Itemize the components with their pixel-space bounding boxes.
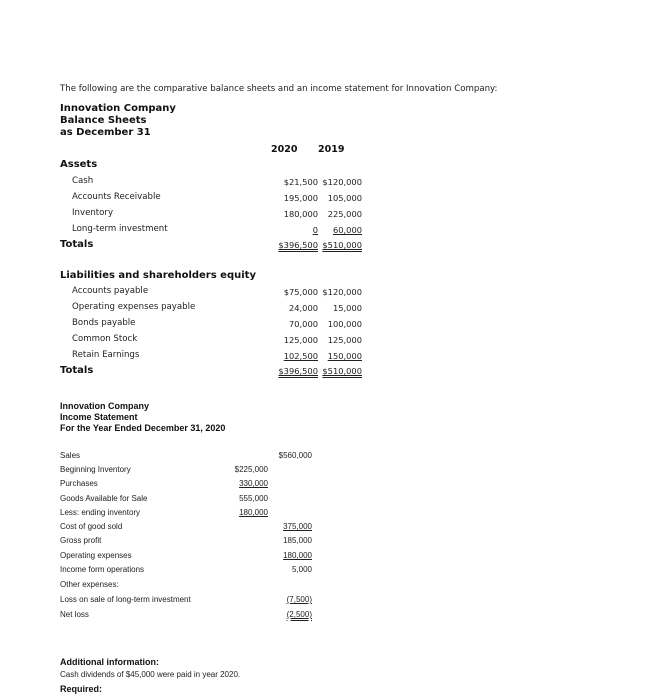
asset-2020-value: $21,500 bbox=[283, 177, 318, 187]
cogs-label: Cost of good sold bbox=[60, 522, 123, 531]
asset-2020-value: 0 bbox=[312, 225, 318, 235]
bs-title: Balance Sheets bbox=[60, 115, 147, 126]
goods-available-label: Goods Available for Sale bbox=[60, 494, 148, 503]
liability-2020-value: 125,000 bbox=[283, 335, 318, 345]
assets-heading: Assets bbox=[60, 159, 98, 170]
is-company-name: Innovation Company bbox=[60, 401, 150, 411]
ending-inventory-label: Less: ending inventory bbox=[60, 508, 141, 517]
liabilities-total-2019: $510,000 bbox=[322, 366, 362, 376]
assets-total-2019: $510,000 bbox=[322, 240, 362, 250]
gross-profit-value: 185,000 bbox=[283, 536, 312, 545]
gross-profit-label: Gross profit bbox=[60, 536, 102, 545]
liability-2020-value: 102,500 bbox=[283, 351, 318, 361]
purchases-value: 330,000 bbox=[239, 479, 268, 488]
required-heading: Required: bbox=[60, 684, 103, 694]
sales-value: $560,000 bbox=[278, 451, 312, 460]
asset-2020-value: 180,000 bbox=[283, 209, 318, 219]
intro-text: The following are the comparative balance sheets and an income statement for Innovation Company: bbox=[60, 84, 498, 94]
cogs-value: 375,000 bbox=[283, 522, 312, 531]
loss-on-sale-label: Loss on sale of long-term investment bbox=[60, 595, 191, 604]
purchases-label: Purchases bbox=[60, 479, 98, 488]
loss-on-sale-value: (7,500) bbox=[286, 595, 312, 604]
sales-label: Sales bbox=[60, 451, 81, 460]
liability-2019-value: $120,000 bbox=[322, 287, 362, 297]
liability-2020-value: 24,000 bbox=[288, 303, 318, 313]
liability-2019-value: 125,000 bbox=[327, 335, 362, 345]
liability-2020-value: 70,000 bbox=[288, 319, 318, 329]
liabilities-total-2020: $396,500 bbox=[278, 366, 318, 376]
bs-col-2020: 2020 bbox=[271, 144, 298, 155]
asset-label: Long-term investment bbox=[72, 224, 168, 234]
asset-2019-value: 60,000 bbox=[332, 225, 362, 235]
is-title: Income Statement bbox=[60, 412, 138, 422]
bs-company-name: Innovation Company bbox=[60, 103, 176, 114]
additional-info-text: Cash dividends of $45,000 were paid in year 2020. bbox=[60, 670, 241, 679]
liability-label: Bonds payable bbox=[72, 318, 136, 328]
asset-2019-value: 225,000 bbox=[327, 209, 362, 219]
liability-label: Accounts payable bbox=[72, 286, 149, 296]
beginning-inventory-label: Beginning Inventory bbox=[60, 465, 131, 474]
goods-available-value: 555,000 bbox=[239, 494, 268, 503]
operating-expenses-label: Operating expenses bbox=[60, 551, 132, 560]
asset-label: Accounts Receivable bbox=[72, 192, 161, 202]
assets-total-2020: $396,500 bbox=[278, 240, 318, 250]
income-operations-label: Income form operations bbox=[60, 565, 145, 574]
asset-2020-value: 195,000 bbox=[283, 193, 318, 203]
asset-2019-value: 105,000 bbox=[327, 193, 362, 203]
additional-info-heading: Additional information: bbox=[60, 657, 159, 667]
net-loss-label: Net loss bbox=[60, 610, 89, 619]
liability-2019-value: 15,000 bbox=[332, 303, 362, 313]
net-loss-value: (2,500) bbox=[286, 610, 312, 619]
liability-2020-value: $75,000 bbox=[283, 287, 318, 297]
asset-label: Cash bbox=[72, 176, 94, 186]
ending-inventory-value: 180,000 bbox=[239, 508, 268, 517]
asset-2019-value: $120,000 bbox=[322, 177, 362, 187]
bs-col-2019: 2019 bbox=[318, 144, 345, 155]
assets-total-label: Totals bbox=[60, 239, 94, 250]
liability-2019-value: 100,000 bbox=[327, 319, 362, 329]
liability-label: Common Stock bbox=[72, 334, 138, 344]
liabilities-total-label: Totals bbox=[60, 365, 94, 376]
liability-2019-value: 150,000 bbox=[327, 351, 362, 361]
other-expenses-label: Other expenses: bbox=[60, 580, 119, 589]
bs-date: as December 31 bbox=[60, 127, 151, 138]
asset-label: Inventory bbox=[72, 208, 114, 218]
income-operations-value: 5,000 bbox=[291, 565, 312, 574]
beginning-inventory-value: $225,000 bbox=[234, 465, 268, 474]
liability-label: Operating expenses payable bbox=[72, 302, 196, 312]
liabilities-heading: Liabilities and shareholders equity bbox=[60, 270, 256, 281]
liability-label: Retain Earnings bbox=[72, 350, 140, 360]
is-period: For the Year Ended December 31, 2020 bbox=[60, 423, 226, 433]
operating-expenses-value: 180,000 bbox=[283, 551, 312, 560]
